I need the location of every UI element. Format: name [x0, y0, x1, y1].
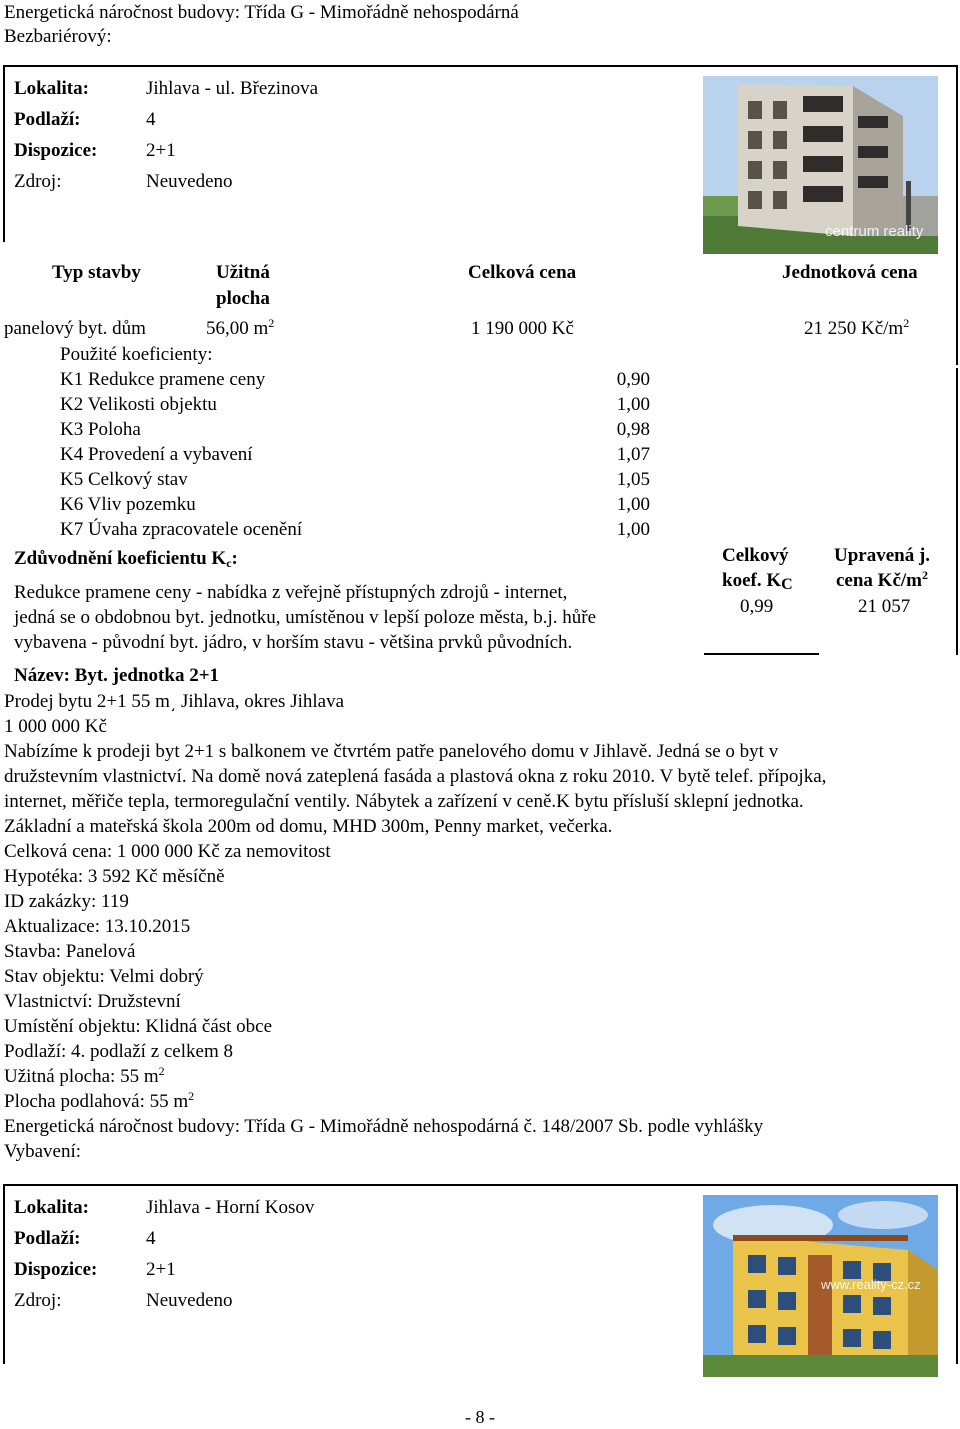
- celkovy-underline: [704, 653, 819, 655]
- justification-line: Redukce pramene ceny - nabídka z veřejně přístupných zdrojů - internet,: [14, 582, 568, 603]
- dispozice-label: Dispozice:: [14, 1259, 98, 1280]
- justification-line: vybavena - původní byt. jádro, v horším stavu - většina prvků původních.: [14, 632, 573, 653]
- row-jednotkova-value: 21 250 Kč/m: [804, 318, 904, 339]
- coefficient-label: K2 Velikosti objektu: [60, 394, 217, 415]
- fact-line: Stav objektu: Velmi dobrý: [4, 966, 204, 987]
- listing-headline: [4, 691, 344, 714]
- upravena-cena-label-text: cena Kč/m: [836, 570, 923, 591]
- upravena-cena-label-1: Upravená j.: [834, 545, 931, 566]
- fact-line: Aktualizace: 13.10.2015: [4, 916, 191, 937]
- celkovy-koef-label-2: [722, 570, 793, 593]
- col-uzitna: Užitná: [216, 262, 270, 283]
- coefficient-value: 1,00: [616, 494, 650, 515]
- coefficient-value: 0,90: [616, 369, 650, 390]
- listing2-left-border: [3, 1184, 5, 1364]
- col-plocha: plocha: [216, 288, 270, 309]
- listing-headline-mark: ͵: [169, 691, 177, 712]
- coefficient-label: K6 Vliv pozemku: [60, 494, 196, 515]
- result-box-right-border: [956, 368, 958, 655]
- fact-line: Stavba: Panelová: [4, 941, 136, 962]
- row-typ-stavby: panelový byt. dům: [4, 318, 146, 339]
- vybaveni-label: Vybavení:: [4, 1141, 82, 1162]
- listing2-photo-watermark: www.reality-cz.cz: [821, 1277, 921, 1292]
- uzitna-plocha-sup: 2: [158, 1064, 165, 1078]
- page-number: - 8 -: [465, 1407, 495, 1427]
- lokalita-value: Jihlava - Horní Kosov: [146, 1197, 315, 1218]
- listing1-building-photo: [703, 76, 938, 254]
- lokalita-value: Jihlava - ul. Březinova: [146, 78, 319, 99]
- celkovy-koef-label-1: Celkový: [722, 545, 789, 566]
- upravena-cena-value: 21 057: [858, 596, 911, 617]
- listing2-building-photo: [703, 1195, 938, 1377]
- lokalita-label: Lokalita:: [14, 78, 89, 99]
- justification-title-colon: :: [231, 548, 238, 569]
- listing1-left-border: [3, 65, 5, 242]
- coefficient-label: K1 Redukce pramene ceny: [60, 369, 266, 390]
- row-celkova-cena: 1 190 000 Kč: [471, 318, 574, 339]
- coefficient-value: 1,05: [616, 469, 650, 490]
- listing-headline-a: Prodej bytu 2+1 55 m: [4, 691, 170, 712]
- row-plocha-sup: 2: [268, 316, 275, 330]
- description-line: družstevním vlastnictví. Na domě nová zateplená fasáda a plastová okna z roku 2010. V bytě telef. přípojka,: [4, 766, 827, 787]
- row-jednotkova-cena: [804, 318, 909, 341]
- description-line: Nabízíme k prodeji byt 2+1 s balkonem ve čtvrtém patře panelového domu v Jihlavě. Jedná se o byt v: [4, 741, 779, 762]
- coefficient-label: K3 Poloha: [60, 419, 141, 440]
- coefficient-value: 1,07: [616, 444, 650, 465]
- zdroj-label: Zdroj:: [14, 171, 62, 192]
- podlazi-label: Podlaží:: [14, 1228, 81, 1249]
- listing-name: Název: Byt. jednotka 2+1: [14, 665, 220, 686]
- dispozice-label: Dispozice:: [14, 140, 98, 161]
- podlahova-plocha-sup: 2: [188, 1089, 195, 1103]
- zdroj-value: Neuvedeno: [146, 171, 233, 192]
- coefficient-row: [60, 394, 650, 418]
- listing2-right-border: [956, 1184, 958, 1364]
- row-plocha-value: 56,00 m: [206, 318, 269, 339]
- uzitna-plocha: [4, 1066, 165, 1089]
- coefficient-label: K4 Provedení a vybavení: [60, 444, 253, 465]
- description-line: Základní a mateřská škola 200m od domu, MHD 300m, Penny market, večerka.: [4, 816, 613, 837]
- energy-class-line: Energetická náročnost budovy: Třída G - Mimořádně nehospodárná: [4, 2, 519, 23]
- podlazi-label: Podlaží:: [14, 109, 81, 130]
- fact-line: ID zakázky: 119: [4, 891, 129, 912]
- fact-line: Umístění objektu: Klidná část obce: [4, 1016, 273, 1037]
- justification-title-text: Zdůvodnění koeficientu K: [14, 548, 227, 569]
- justification-title-sub: c: [226, 556, 232, 570]
- podlahova-plocha: [4, 1091, 194, 1114]
- coefficient-row: [60, 444, 650, 468]
- fact-line: Celková cena: 1 000 000 Kč za nemovitost: [4, 841, 331, 862]
- coefficient-label: K5 Celkový stav: [60, 469, 188, 490]
- podlazi-value: 4: [146, 1228, 156, 1249]
- coefficient-value: 1,00: [616, 519, 650, 540]
- lokalita-label: Lokalita:: [14, 1197, 89, 1218]
- dispozice-value: 2+1: [146, 1259, 176, 1280]
- coefficient-row: [60, 419, 650, 443]
- listing-headline-b: Jihlava, okres Jihlava: [176, 691, 345, 712]
- zdroj-value: Neuvedeno: [146, 1290, 233, 1311]
- listing-price: 1 000 000 Kč: [4, 716, 107, 737]
- justification-line: jedná se o obdobnou byt. jednotku, umístěnou v lepší poloze města, b.j. hůře: [14, 607, 597, 628]
- justification-title: [14, 548, 238, 571]
- barrier-free-line: Bezbariérový:: [4, 26, 112, 47]
- listing2-top-border: [3, 1184, 958, 1186]
- fact-line: Podlaží: 4. podlaží z celkem 8: [4, 1041, 233, 1062]
- coefficient-value: 0,98: [616, 419, 650, 440]
- celkovy-koef-label-text: koef. K: [722, 570, 782, 591]
- celkovy-koef-label-sub: C: [781, 576, 793, 593]
- podlazi-value: 4: [146, 109, 156, 130]
- podlahova-plocha-text: Plocha podlahová: 55 m: [4, 1091, 189, 1112]
- coefficient-row: [60, 519, 650, 543]
- listing1-photo-watermark: centrum reality: [825, 223, 924, 240]
- listing1-right-border: [956, 65, 958, 365]
- celkovy-koef-value: 0,99: [740, 596, 774, 617]
- uzitna-plocha-text: Užitná plocha: 55 m: [4, 1066, 159, 1087]
- row-jednotkova-sup: 2: [903, 316, 910, 330]
- description-line: internet, měřiče tepla, termoregulační ventily. Nábytek a zařízení v ceně.K bytu přísluší sklepní jednotka.: [4, 791, 804, 812]
- coefficient-row: [60, 369, 650, 393]
- col-jednotkova-cena: Jednotková cena: [782, 262, 918, 283]
- col-typ-stavby: Typ stavby: [52, 262, 141, 283]
- row-plocha: [206, 318, 274, 341]
- dispozice-value: 2+1: [146, 140, 176, 161]
- upravena-cena-label-sup: 2: [922, 568, 929, 582]
- upravena-cena-label-2: [836, 570, 928, 593]
- coefficient-row: [60, 494, 650, 518]
- coefficient-row: [60, 469, 650, 493]
- coefficient-label: K7 Úvaha zpracovatele ocenění: [60, 519, 303, 540]
- col-celkova-cena: Celková cena: [468, 262, 577, 283]
- coefficient-value: 1,00: [616, 394, 650, 415]
- energy-class-detail: Energetická náročnost budovy: Třída G - Mimořádně nehospodárná č. 148/2007 Sb. podle vyhlášky: [4, 1116, 764, 1137]
- fact-line: Vlastnictví: Družstevní: [4, 991, 181, 1012]
- fact-line: Hypotéka: 3 592 Kč měsíčně: [4, 866, 225, 887]
- listing1-top-border: [3, 65, 958, 67]
- coefficients-title: Použité koeficienty:: [60, 344, 213, 365]
- zdroj-label: Zdroj:: [14, 1290, 62, 1311]
